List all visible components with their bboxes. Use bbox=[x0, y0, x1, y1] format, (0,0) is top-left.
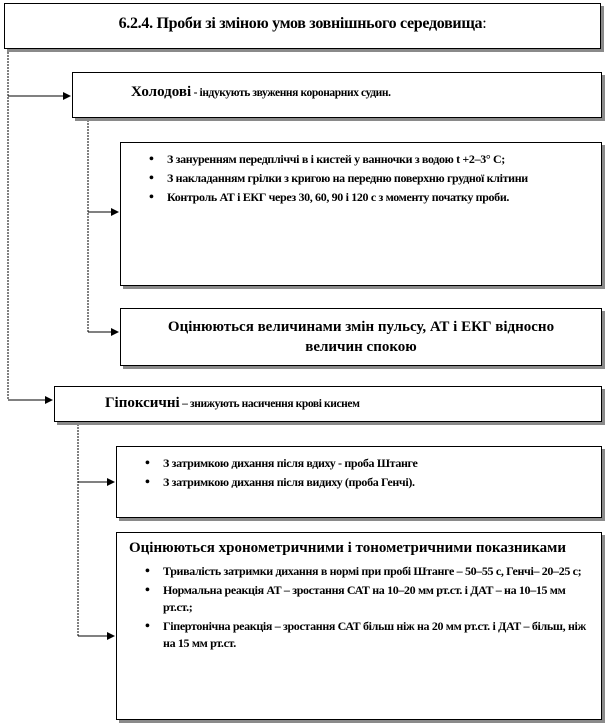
cold-assessment-box bbox=[120, 308, 602, 366]
hypoxic-tests-label: Гіпоксичні bbox=[105, 395, 180, 411]
hypoxic-assessment-list bbox=[129, 563, 593, 652]
list-item: • З затримкою дихання після видиху (проба Генчі). bbox=[145, 474, 593, 491]
hypoxic-tests-list-box bbox=[116, 446, 602, 518]
hypoxic-assessment-box bbox=[116, 532, 602, 720]
cold-assessment-text: Оцінюються величинами змін пульсу, АТ і ЕКГ відносно величин спокою bbox=[167, 319, 555, 355]
hypoxic-assessment-heading: Оцінюються хронометричними і тонометричними показниками bbox=[129, 540, 566, 556]
list-item: • З затримкою дихання після вдиху - проба Штанге bbox=[145, 455, 593, 472]
title-box bbox=[4, 3, 601, 49]
list-item: • З накладанням грілки з кригою на передню поверхню грудної клітини bbox=[149, 170, 593, 187]
cold-tests-list bbox=[149, 151, 593, 206]
cold-tests-label: Холодові bbox=[131, 84, 192, 100]
title-main: 6.2.4. Проби зі зміною умов зовнішнього середовища bbox=[118, 15, 483, 32]
cold-tests-heading bbox=[131, 84, 391, 101]
title-suffix: : bbox=[482, 15, 487, 32]
list-item: • З зануренням передпліччі в і кистей у ванночки з водою t +2–3° С; bbox=[149, 151, 593, 168]
hypoxic-tests-desc: – знижують насичення крові киснем bbox=[179, 398, 360, 410]
list-item: • Тривалість затримки дихання в нормі при пробі Штанге – 50–55 с, Генчі– 20–25 с; bbox=[145, 563, 593, 580]
list-item: • Контроль АТ і ЕКГ через 30, 60, 90 і 120 с з моменту початку проби. bbox=[149, 189, 593, 206]
hypoxic-tests-list bbox=[145, 455, 593, 491]
list-item: • Нормальна реакція АТ – зростання САТ на 10–20 мм рт.ст. і ДАТ – на 10–15 мм рт.ст.; bbox=[145, 582, 593, 616]
cold-tests-desc: - індукують звуження коронарних судин. bbox=[191, 87, 391, 99]
cold-tests-list-box bbox=[120, 142, 602, 286]
page-title bbox=[5, 15, 600, 33]
cold-tests-box bbox=[72, 72, 602, 118]
list-item: • Гіпертонічна реакція – зростання САТ більш ніж на 20 мм рт.ст. і ДАТ – більш, ніж на 15 мм рт.ст. bbox=[145, 618, 593, 652]
hypoxic-tests-heading bbox=[105, 395, 360, 412]
hypoxic-tests-box bbox=[54, 386, 602, 422]
